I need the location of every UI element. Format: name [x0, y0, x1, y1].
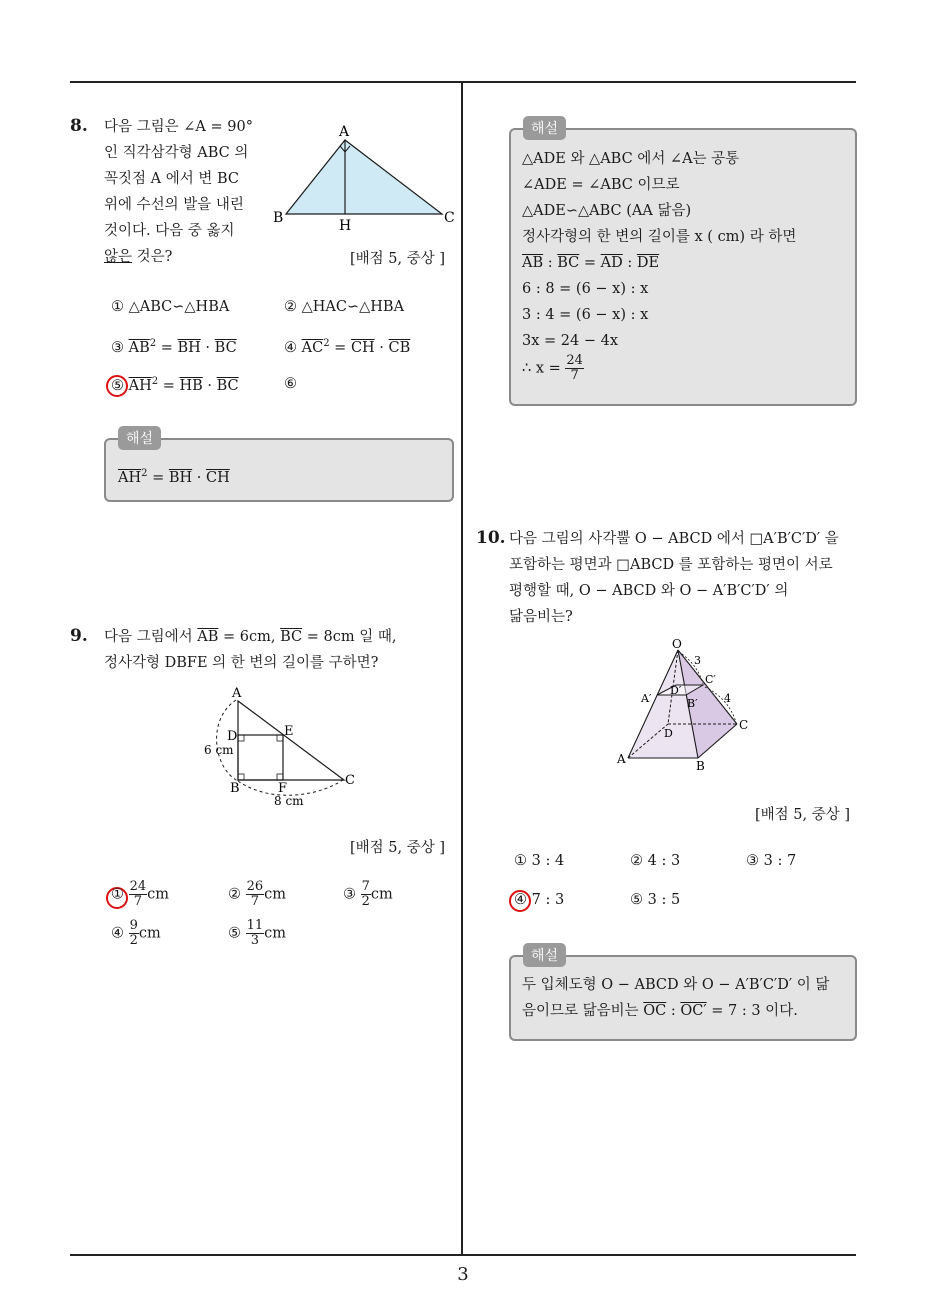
segment-bh: $\overline{BH}$ — [168, 469, 193, 486]
choice-text: 3 : 7 — [763, 853, 797, 869]
q8-solution-text — [118, 461, 230, 491]
q10-choice-4[interactable] — [514, 892, 564, 908]
choice-number: ② — [228, 886, 241, 903]
q10-line: 다음 그림의 사각뿔 O − ABCD 에서 □A′B′C′D′ 을 — [509, 531, 839, 547]
label-a: A — [617, 752, 626, 766]
solution-text-part: = 7 : 3 이다. — [706, 1003, 798, 1019]
segment-de: $\overline{DE}$ — [636, 255, 660, 271]
label-c: C — [444, 210, 455, 226]
segment-bc: $\overline{BC}$ — [214, 339, 237, 356]
segment-ab: $\overline{AB}$ — [197, 629, 219, 645]
q8-line: 인 직각삼각형 ABC 의 — [104, 145, 249, 161]
q9-choice-3[interactable] — [343, 880, 393, 909]
segment-ab: $\overline{AB}$ — [128, 339, 150, 356]
choice-number: ③ — [111, 339, 124, 356]
label-c: C — [739, 718, 749, 732]
numerator: 7 — [361, 879, 370, 894]
denominator: 7 — [250, 894, 260, 909]
q10-pyramid-figure — [610, 636, 760, 776]
q10-solution-text — [522, 972, 852, 1024]
q8-line: 위에 수선의 발을 내린 — [104, 197, 244, 213]
segment-ac: $\overline{AC}$ — [301, 339, 324, 356]
segment-ab: $\overline{AB}$ — [522, 255, 544, 271]
label-c1: C′ — [705, 673, 716, 686]
label-a: A — [232, 686, 242, 701]
q8-line — [104, 244, 274, 270]
q8-choice-5[interactable] — [111, 376, 239, 394]
choice-number: ④ — [111, 925, 124, 942]
q8-line-rest: 것은? — [132, 249, 173, 265]
q8-solution-tag: 해설 — [118, 426, 161, 450]
label-d: D — [227, 729, 238, 744]
fraction — [565, 354, 584, 383]
label-4: 4 — [724, 692, 731, 705]
equals: = — [156, 339, 178, 356]
label-o: O — [672, 637, 682, 651]
exponent: 2 — [151, 376, 159, 387]
label-f: F — [278, 781, 288, 796]
q9-number: 9. — [70, 626, 88, 646]
q8-score: [배점 5, 중상 ] — [350, 251, 446, 267]
numerator: 11 — [246, 918, 264, 933]
solution-line: 6 : 8 = (6 − x) : x — [522, 281, 649, 297]
q9-square-figure — [196, 684, 366, 814]
segment-ch: $\overline{CH}$ — [206, 469, 230, 486]
label-h: H — [339, 218, 352, 232]
q9-choice-2[interactable] — [228, 880, 286, 909]
ratio-sep: : — [543, 255, 558, 271]
q9-line-2: 정사각형 DBFE 의 한 변의 길이를 구하면? — [104, 655, 379, 671]
solution-line: △ADE 와 △ABC 에서 ∠A는 공통 — [522, 151, 740, 167]
fraction — [129, 880, 148, 909]
choice-number: ① — [514, 853, 527, 869]
q9-choice-4[interactable] — [111, 919, 161, 948]
denominator: 7 — [570, 368, 579, 383]
label-a1: A′ — [641, 692, 652, 705]
dashed-arc-bc — [238, 779, 344, 795]
q8-text — [104, 114, 274, 270]
numerator: 9 — [129, 918, 138, 933]
equals: = — [158, 377, 180, 394]
segment-oc: $\overline{OC}$ — [643, 1003, 667, 1019]
exponent: 2 — [141, 468, 148, 479]
q10-text — [509, 526, 859, 630]
q9-solution-tag: 해설 — [523, 116, 566, 140]
q9-text-part: = 8cm 일 때, — [302, 629, 397, 645]
choice-number: ⑤ — [111, 377, 124, 394]
unit: cm — [264, 886, 287, 903]
dot: · — [374, 339, 389, 356]
q8-choice-4[interactable] — [284, 338, 410, 356]
segment-bc: $\overline{BC}$ — [557, 255, 580, 271]
label-b1: B′ — [687, 697, 698, 710]
choice-number: ② — [630, 853, 643, 869]
page-number: 3 — [457, 1264, 469, 1285]
choice-number: ⑤ — [228, 925, 241, 942]
q8-triangle-figure — [270, 122, 460, 232]
unit: cm — [370, 886, 393, 903]
therefore: ∴ x = — [522, 360, 566, 377]
choice-text: △ABC∽△HBA — [128, 299, 230, 315]
segment-cb: $\overline{CB}$ — [388, 339, 411, 356]
label-e: E — [284, 724, 294, 739]
numerator: 24 — [566, 353, 583, 368]
q10-number: 10. — [476, 528, 506, 548]
numerator: 26 — [246, 879, 264, 894]
solution-line: △ADE∽△ABC (AA 닮음) — [522, 203, 692, 219]
denominator: 2 — [129, 933, 138, 948]
segment-ch: $\overline{CH}$ — [350, 339, 375, 356]
q8-choice-6[interactable] — [284, 376, 297, 392]
q10-choice-2[interactable] — [630, 853, 680, 869]
dot: · — [192, 469, 207, 486]
equals: = — [579, 255, 601, 271]
q9-line-1 — [104, 624, 454, 650]
label-b: B — [273, 210, 284, 226]
q8-underlined: 않은 — [104, 249, 133, 265]
label-d: D — [664, 727, 673, 740]
q9-text-part: 다음 그림에서 — [104, 629, 198, 645]
ratio-sep: : — [666, 1003, 681, 1019]
choice-text: 7 : 3 — [531, 892, 565, 908]
dot: · — [202, 377, 217, 394]
solution-line: 정사각형의 한 변의 길이를 x ( cm) 라 하면 — [522, 229, 797, 245]
top-rule — [70, 81, 856, 83]
q9-solution-text — [522, 146, 852, 383]
choice-number: ④ — [284, 339, 297, 356]
q8-line: 것이다. 다음 중 옳지 — [104, 223, 235, 239]
q10-line: 포함하는 평면과 □ABCD 를 포함하는 평면이 서로 — [509, 557, 833, 573]
fraction — [246, 919, 265, 948]
q8-choice-3[interactable] — [111, 338, 237, 356]
denominator: 2 — [361, 894, 370, 909]
q10-solution-tag: 해설 — [523, 943, 566, 967]
segment-hb: $\overline{HB}$ — [179, 377, 203, 394]
numerator: 24 — [129, 879, 147, 894]
label-3: 3 — [694, 654, 701, 667]
q9-text-part: = 6cm, — [218, 629, 281, 645]
q9-score: [배점 5, 중상 ] — [350, 840, 446, 856]
dot: · — [200, 339, 215, 356]
solution-line: 3 : 4 = (6 − x) : x — [522, 307, 649, 323]
label-d1: D′ — [670, 684, 682, 697]
right-angle-mark — [277, 774, 283, 780]
right-angle-mark — [238, 774, 244, 780]
segment-bc: $\overline{BC}$ — [280, 629, 303, 645]
choice-number: ⑤ — [630, 892, 643, 908]
square-dbfe — [238, 735, 283, 780]
fraction — [361, 880, 371, 909]
fraction — [129, 919, 139, 948]
solution-line: 3x = 24 − 4x — [522, 333, 618, 349]
unit: cm — [138, 925, 161, 942]
segment-ah: $\overline{AH}$ — [128, 377, 152, 394]
q10-choice-5[interactable] — [630, 892, 680, 908]
choice-number: ⑥ — [284, 376, 297, 392]
unit: cm — [264, 925, 287, 942]
solution-line: 두 입체도형 O − ABCD 와 O − A′B′C′D′ 이 닮 — [522, 977, 830, 993]
label-base-8cm: 8 cm — [274, 794, 304, 808]
choice-text: 3 : 5 — [647, 892, 681, 908]
choice-number: ② — [284, 299, 297, 315]
q10-choice-1[interactable] — [514, 853, 564, 869]
label-b: B — [230, 781, 240, 796]
q10-choice-3[interactable] — [746, 853, 796, 869]
label-side-6cm: 6 cm — [204, 743, 234, 757]
exponent: 2 — [323, 338, 330, 349]
ratio-sep: : — [622, 255, 637, 271]
segment-oc-prime: OC′ — [680, 1003, 707, 1019]
segment-bh: $\overline{BH}$ — [177, 339, 201, 356]
solution-line — [522, 250, 852, 276]
denominator: 3 — [250, 933, 260, 948]
equals: = — [329, 339, 351, 356]
solution-line: ∠ADE = ∠ABC 이므로 — [522, 177, 680, 193]
q10-score: [배점 5, 중상 ] — [755, 807, 851, 823]
right-angle-mark — [238, 735, 244, 741]
label-c: C — [345, 773, 355, 788]
bottom-rule — [70, 1254, 856, 1256]
q8-line: 꼭짓점 A 에서 변 BC — [104, 171, 239, 187]
solution-line — [522, 998, 852, 1024]
equals: = — [147, 469, 169, 486]
label-a: A — [339, 124, 350, 140]
choice-number: ③ — [746, 853, 759, 869]
column-divider — [461, 83, 463, 1255]
choice-text: 3 : 4 — [531, 853, 565, 869]
q9-choice-1[interactable] — [111, 880, 169, 909]
q8-number: 8. — [70, 116, 88, 136]
triangle-abc — [238, 701, 344, 780]
q8-choice-2[interactable] — [284, 299, 404, 315]
choice-number: ① — [111, 886, 124, 903]
choice-text: △HAC∽△HBA — [301, 299, 405, 315]
solution-text-part: 음이므로 닮음비는 — [522, 1003, 644, 1019]
segment-ad: $\overline{AD}$ — [600, 255, 623, 271]
fraction — [246, 880, 265, 909]
choice-number: ① — [111, 299, 124, 315]
exponent: 2 — [149, 338, 157, 349]
segment-bc: $\overline{BC}$ — [216, 377, 239, 394]
q10-line: 평행할 때, O − ABCD 와 O − A′B′C′D′ 의 — [509, 583, 789, 599]
segment-ah: $\overline{AH}$ — [118, 469, 142, 486]
q8-line: 다음 그림은 ∠A = 90° — [104, 119, 253, 135]
choice-number: ③ — [343, 886, 356, 903]
q8-choice-1[interactable] — [111, 299, 229, 315]
choice-number: ④ — [514, 892, 527, 908]
q9-text — [104, 624, 454, 676]
solution-line — [522, 354, 852, 383]
q9-choice-5[interactable] — [228, 919, 286, 948]
q10-line: 닮음비는? — [509, 609, 573, 625]
denominator: 7 — [133, 894, 143, 909]
choice-text: 4 : 3 — [647, 853, 681, 869]
right-angle-mark — [277, 735, 283, 741]
unit: cm — [147, 886, 170, 903]
label-b: B — [696, 759, 705, 773]
triangle-abc — [286, 140, 442, 214]
